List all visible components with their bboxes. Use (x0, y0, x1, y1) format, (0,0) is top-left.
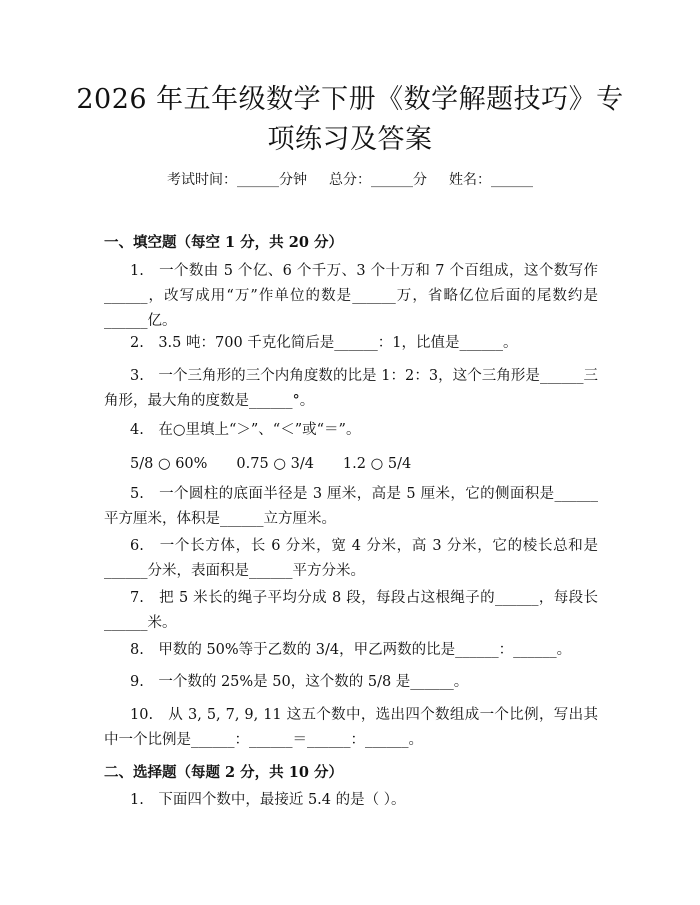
section-heading-fill-in: 一、填空题（每空 1 分，共 20 分） (104, 234, 343, 251)
question-8-text: 8. 甲数的 50%等于乙数的 3/4，甲乙两数的比是______：______。 (130, 642, 572, 658)
question-7 (104, 586, 598, 636)
question-3 (104, 364, 598, 414)
question-6 (104, 534, 598, 584)
question-1 (104, 259, 598, 334)
question-2 (104, 331, 598, 356)
question-2-text: 2. 3.5 吨：700 千克化简后是______：1，比值是______。 (130, 335, 518, 351)
exam-meta (0, 169, 700, 189)
page-title-line-1: 2026 年五年级数学下册《数学解题技巧》专 (76, 84, 624, 115)
choice-question-1 (104, 788, 598, 813)
question-1-text: 1. 一个数由 5 个亿、6 个千万、3 个十万和 7 个百组成，这个数写作______，改写成用“万”作单位的数是______万，省略亿位后面的尾数约是______亿。 (104, 263, 598, 329)
question-3-text: 3. 一个三角形的三个内角度数的比是 1：2：3，这个三角形是______三角形，最大角的度数是______°。 (104, 368, 598, 409)
exam-time: 考试时间：______分钟 (167, 172, 307, 188)
question-4-text: 4. 在○里填上“＞”、“＜”或“＝”。 (130, 422, 361, 438)
section-heading-multiple-choice: 二、选择题（每题 2 分，共 10 分） (104, 764, 343, 781)
question-10 (104, 703, 598, 753)
question-9 (104, 670, 598, 695)
question-4 (104, 418, 598, 443)
choice-question-1-text: 1. 下面四个数中，最接近 5.4 的是（ ）。 (130, 792, 406, 808)
question-5 (104, 482, 598, 532)
question-8 (104, 638, 598, 663)
page-title-line-2: 项练习及答案 (267, 124, 433, 155)
question-4-comparisons: 5/8 ○ 60% 0.75 ○ 3/4 1.2 ○ 5/4 (130, 456, 412, 472)
question-9-text: 9. 一个数的 25%是 50，这个数的 5/8 是______。 (130, 674, 469, 690)
question-5-text: 5. 一个圆柱的底面半径是 3 厘米，高是 5 厘米，它的侧面积是______平方厘米，体积是______立方厘米。 (104, 486, 598, 527)
question-7-text: 7. 把 5 米长的绳子平均分成 8 段，每段占这根绳子的______，每段长______米。 (104, 590, 598, 631)
exam-score: 总分：______分 (329, 172, 427, 188)
student-name: 姓名：______ (449, 172, 533, 188)
question-6-text: 6. 一个长方体，长 6 分米，宽 4 分米，高 3 分米，它的棱长总和是______分米，表面积是______平方分米。 (104, 538, 598, 579)
question-10-text: 10. 从 3, 5, 7, 9, 11 这五个数中，选出四个数组成一个比例，写出其中一个比例是______：______＝______：______。 (104, 707, 598, 748)
